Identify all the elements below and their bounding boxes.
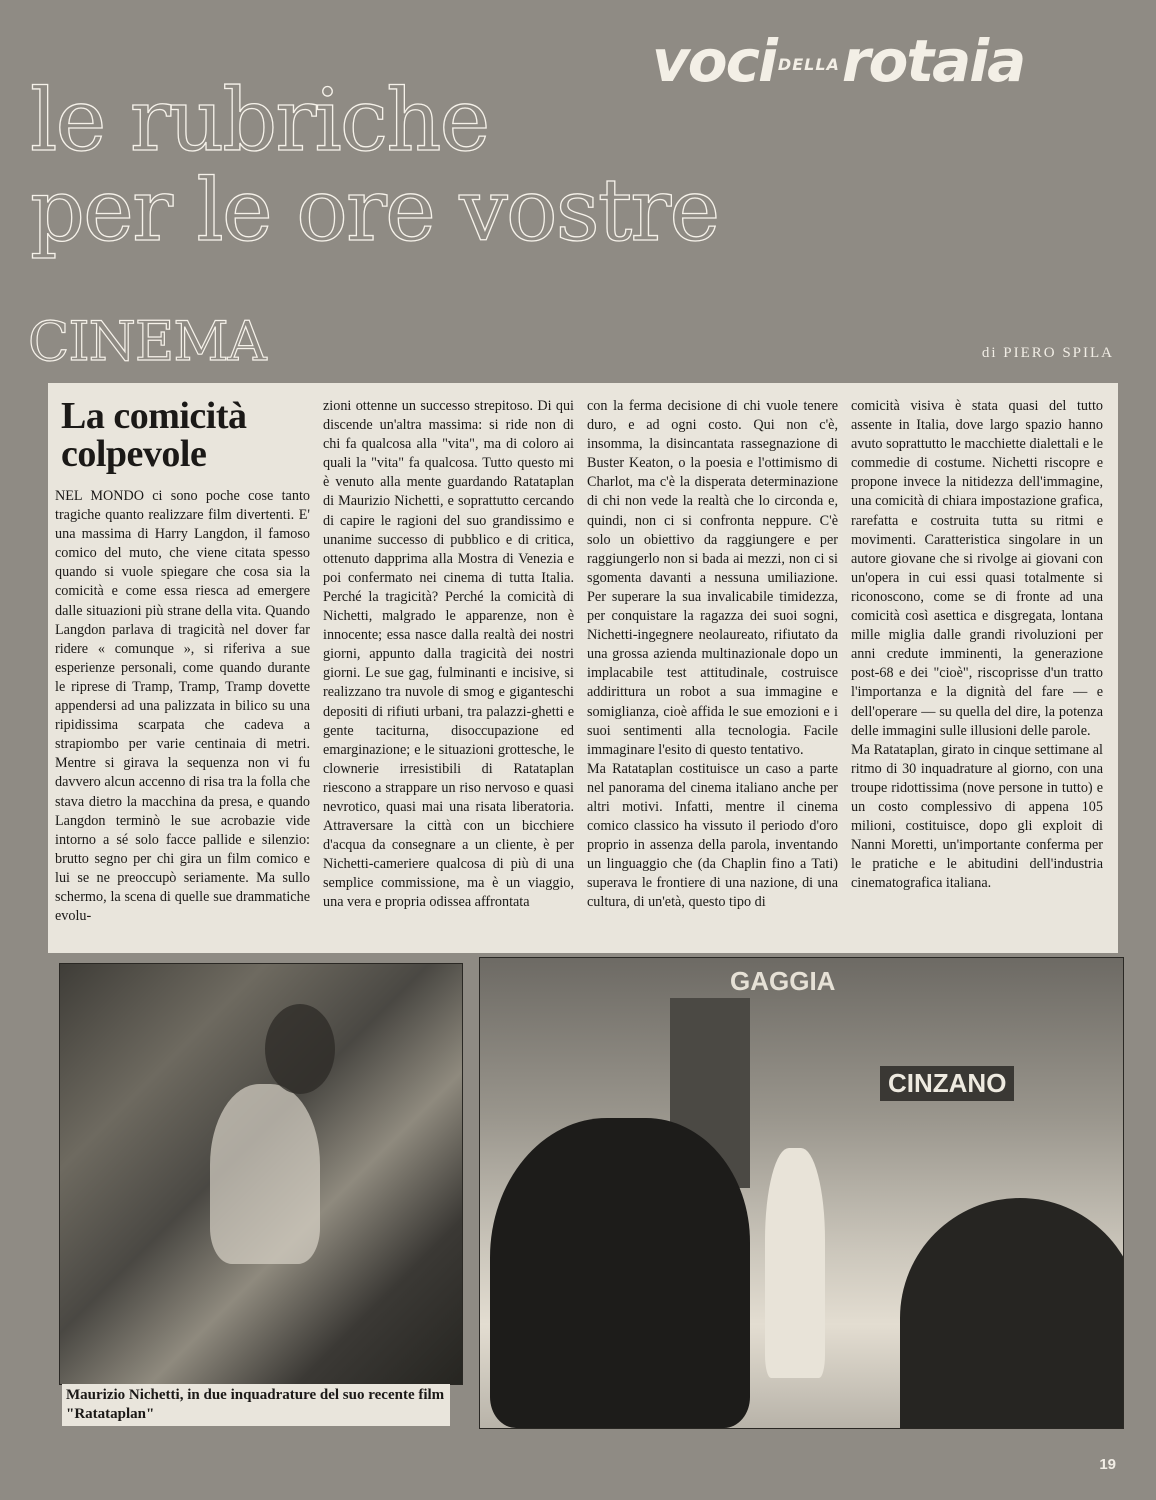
article-title-line1: La comicità — [61, 397, 247, 437]
page-number: 19 — [1099, 1456, 1116, 1473]
column-1-text: NEL MONDO ci sono poche cose tanto tragiche quanto realizzare film divertenti. E' una massima di Harry Langdon, il famoso comico del muto, che viene citata spesso quando si vuole spiegare che cosa sia la comicità e come essa riesca ad emergere dalle situazioni più strane della vita. Quando Langdon parlava di tragicità nel dover far ridere « comunque », si riferiva a sue esperienze personali, come quando durante le riprese di Tramp, Tramp, Tramp dovette appendersi ad una palizzata in bilico su una ripidissima scarpata che cadeva a strapiombo per varie centinaia di metri. Mentre si girava la sequenza non vi fu davvero alcun accenno di risa tra la folla che stava dietro la macchina da presa, e quando Langdon terminò le sue acrobazie vide intorno a sé solo facce pallide e silenzio: brutto segno per chi gira un film comico e lui se ne preoccupò seriamente. Ma sullo schermo, la scena di quelle sue drammatiche evolu- — [55, 488, 310, 925]
column-3-text-a: con la ferma decisione di chi vuole tenere duro, e ad ogni costo. Qui non c'è, insomma, la disincantata rassegnazione di Buster Keaton, o la poesia e l'ottimismo di Charlot, ma c'è la disperata determinazione di chi non vede la realtà che lo circonda e, quindi, non ci si confronta neppure. C'è solo un obiettivo da raggiungere e per raggiungerlo non si bada ai mezzi, non ci si sgomenta davanti a nessuna umiliazione. Per superare la sua invalicabile timidezza, per conquistare la ragazza dei suoi sogni, Nichetti-ingegnere neolaureato, rifiutato da una grossa azienda multinazionale dopo un implacabile test attitudinale, costruisce addirittura un robot a sua immagine e somiglianza, cioè affida le sue emozioni e i suoi sentimenti alla tecnologia. Facile immaginare l'esito di questo tentativo. — [587, 398, 838, 758]
byline: di PIERO SPILA — [981, 345, 1114, 361]
masthead-part3: rotaia — [841, 27, 1025, 95]
headline-line1: le rubriche — [30, 71, 489, 171]
masthead-part1: voci — [652, 27, 776, 95]
headline-line2: per le ore vostre — [30, 161, 719, 261]
sign-gaggia: GAGGIA — [730, 966, 836, 996]
masthead-part2: DELLA — [777, 54, 840, 74]
figure-silhouette-2 — [265, 1004, 335, 1094]
column-3-text-b: Ma Ratataplan costituisce un caso a parte nel panorama del cinema italiano anche per altri motivi. Infatti, mentre il cinema comico classico ha vissuto il periodo d'oro proprio in assenza della parola, inventando un linguaggio che (da Chaplin fino a Tati) superava le frontiere di una nazione, di una cultura, di un'età, questo tipo di — [587, 760, 838, 911]
film-still-right — [479, 957, 1124, 1429]
column-4-text-a: comicità visiva è stata quasi del tutto assente in Italia, dove largo spazio hanno avuto soprattutto le macchiette dialettali e le commedie di costume. Nichetti riscopre e propone invece la nitidezza dell'immagine, una comicità di chiara impostazione grafica, rarefatta e costruita tutta su ritmi e movimenti. Caratteristica singolare in un autore giovane che si rivolge ai giovani con un'opera in cui essi quasi totalmente si riconoscono, come se di fronte ad una comicità così asettica e disgregata, lontana mille miglia dalle grandi rivoluzioni per anni credute imminenti, la generazione post-68 e dei "cioè", riscoprisse d'un tratto l'importanza e la dignità del fare — e dell'operare — su quella del dire, la potenza delle immagini sulle illusioni delle parole. — [851, 398, 1103, 739]
section-title: CINEMA — [28, 310, 266, 373]
photo-caption: Maurizio Nichetti, in due inquadrature del suo recente film "Ratataplan" — [62, 1384, 450, 1426]
figure-silhouette — [210, 1084, 320, 1264]
article-column-2 — [323, 397, 574, 945]
article-title — [61, 397, 310, 473]
woman-silhouette — [765, 1148, 825, 1378]
article-title-line2: colpevole — [61, 433, 207, 475]
column-4-text-b: Ma Ratataplan, girato in cinque settimane al ritmo di 30 inquadrature al giorno, con una troupe ridottissima (nove persone in tutto) e un costo complessivo di appena 105 milioni, costituisce, dopo gli exploit di Nanni Moretti, un'importante conferma per le pratiche e le abitudini dell'industria cinematografica italiana. — [851, 741, 1103, 892]
article-column-3 — [587, 397, 838, 945]
column-2-text: zioni ottenne un successo strepitoso. Di qui discende un'altra massima: si ride non di chi fa qualcosa alla "vita", ma di coloro ai quali la "vita" fa qualcosa. Tutto questo mi è venuto alla mente guardando Ratataplan di Maurizio Nichetti, e soprattutto cercando di capire le ragioni del suo grandissimo e unanime successo di pubblico e di critica, ottenuto dapprima alla Mostra di Venezia e poi confermato nei cinema di tutta Italia. Perché la tragicità? Perché la comicità di Nichetti, malgrado le apparenze, non è innocente; essa nasce dalla realtà dei nostri giorni, appunto dalla tragicità dei nostri giorni. Le sue gag, fulminanti e incisive, si realizzano tra nuvole di smog e giganteschi depositi di rifiuti urbani, tra palazzi-ghetti e gente taciturna, disoccupazione ed emarginazione; e le situazioni grottesche, le clownerie irresistibili di Ratataplan riescono a strappare un riso nervoso e quasi nevrotico, quasi mai una risata liberatoria. Attraversare la città con un bicchiere d'acqua da consegnare a un cliente, è per Nichetti-cameriere qualcosa di più di una semplice commissione, ma è un viaggio, una vera e propria odissea affrontata — [323, 398, 574, 911]
article-column-4 — [851, 397, 1103, 945]
page-headline — [30, 71, 850, 261]
film-still-left — [59, 963, 463, 1385]
article-body — [48, 383, 1118, 953]
shadow-silhouette — [900, 1198, 1124, 1429]
man-silhouette — [490, 1118, 750, 1428]
sign-cinzano: CINZANO — [880, 1066, 1014, 1101]
article-column-1 — [55, 397, 310, 945]
